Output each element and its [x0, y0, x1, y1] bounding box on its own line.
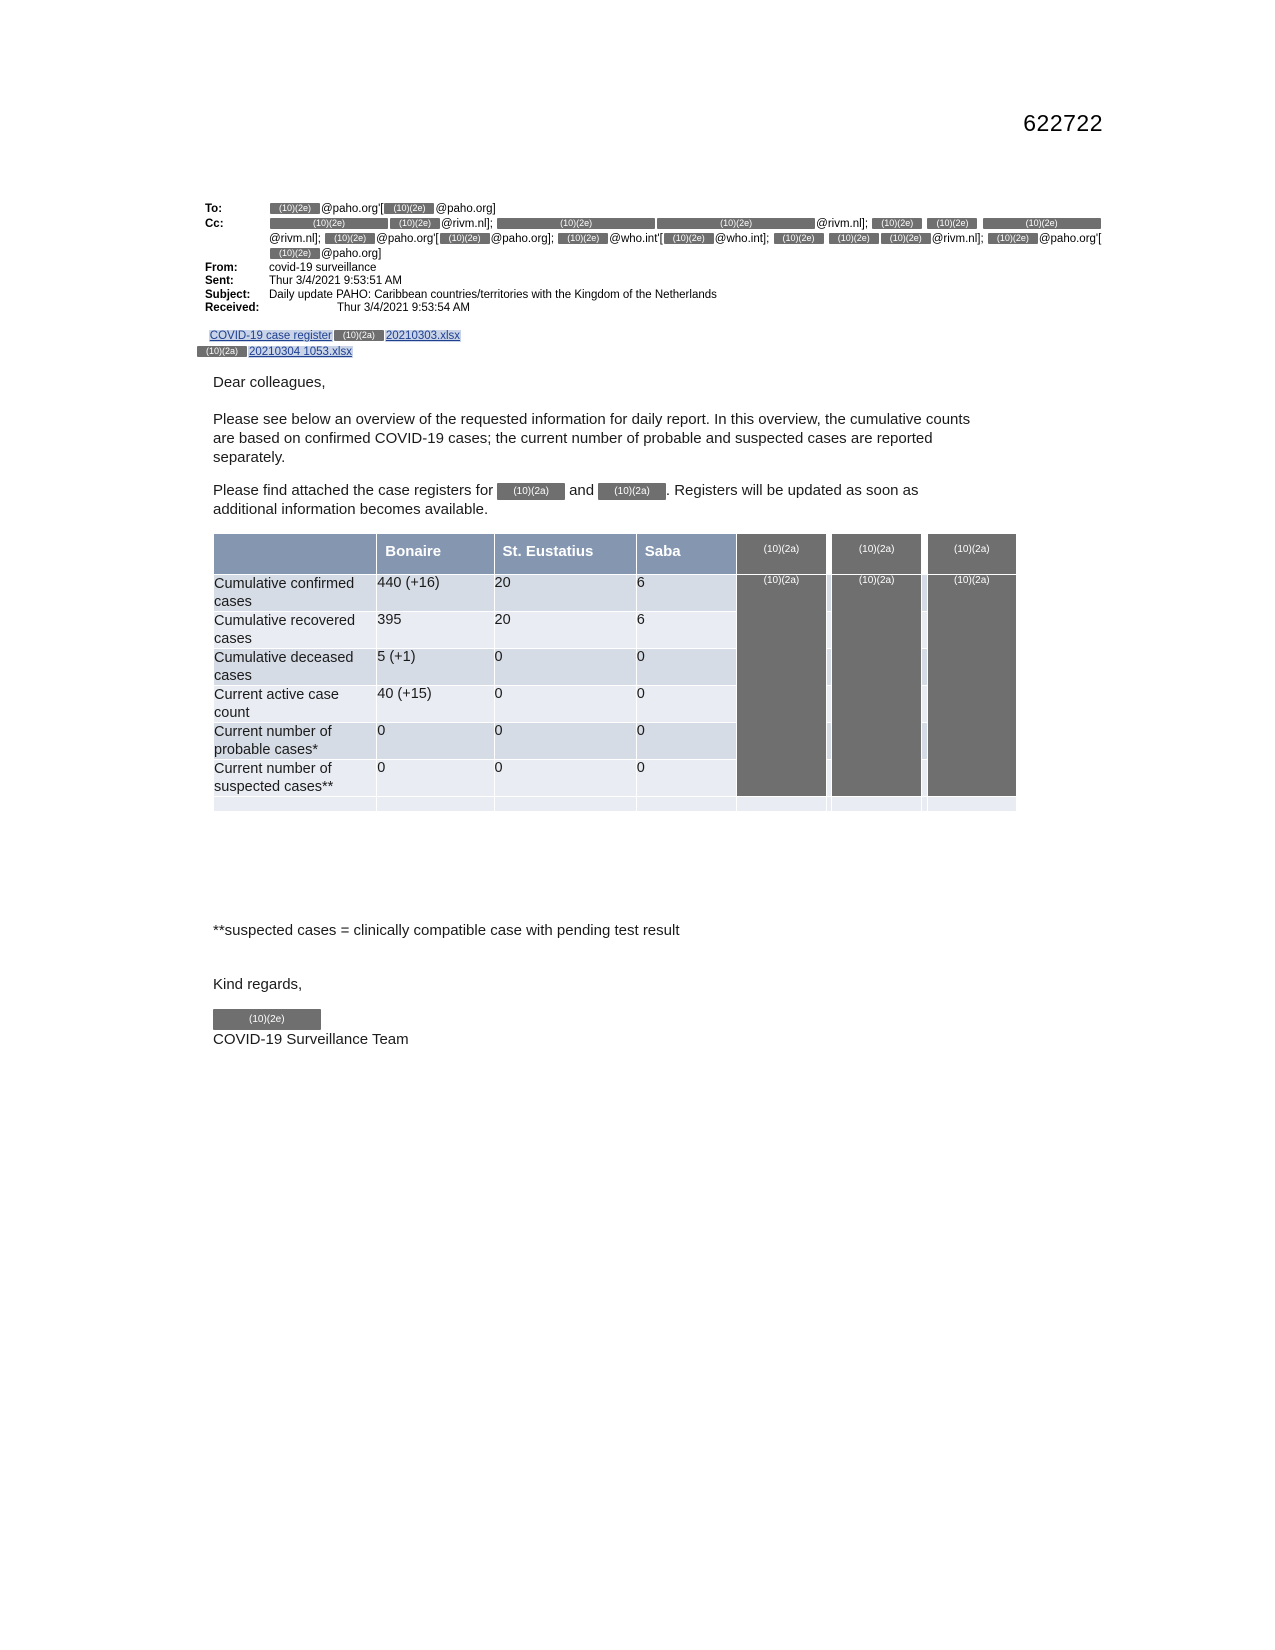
- redaction-token: (10)(2a): [858, 575, 895, 586]
- cell-saba-probable: 0: [636, 723, 737, 760]
- spacer-cell: [921, 612, 927, 649]
- email-to-domain-1: @paho.org'[: [321, 203, 384, 215]
- email-subject-row: [205, 289, 1105, 303]
- row-label-probable-cases: Current number of probable cases*: [214, 723, 377, 760]
- column-header-redacted-3: (10)(2a): [927, 534, 1016, 575]
- column-header-st-eustatius: St. Eustatius: [494, 534, 636, 575]
- cell-saba-confirmed: 6: [636, 575, 737, 612]
- attachment-link-1[interactable]: COVID-19 case register: [209, 330, 332, 342]
- redaction-token: (10)(2a): [334, 330, 384, 341]
- closing-text: Kind regards,: [213, 976, 303, 993]
- redaction-token: (10)(2a): [598, 483, 666, 500]
- email-sent-value: Thur 3/4/2021 9:53:51 AM: [269, 275, 402, 288]
- greeting-paragraph: Dear colleagues,: [213, 374, 326, 391]
- cell-steustatius-recovered: 20: [494, 612, 636, 649]
- redaction-token: (10)(2e): [270, 218, 388, 229]
- redaction-token: (10)(2a): [197, 346, 247, 357]
- column-header-saba: Saba: [636, 534, 737, 575]
- cell-steustatius-active: 0: [494, 686, 636, 723]
- email-from-row: [205, 262, 1105, 276]
- cell-steustatius-confirmed: 20: [494, 575, 636, 612]
- cc-domain-6: @who.int'[: [609, 232, 663, 245]
- redaction-token: (10)(2e): [213, 1009, 321, 1030]
- redacted-column-block-2: [832, 575, 921, 797]
- cc-domain-5: @paho.org];: [490, 232, 555, 245]
- signature-team: COVID-19 Surveillance Team: [213, 1031, 409, 1048]
- attachment-link-2[interactable]: 20210304 1053.xlsx: [249, 346, 352, 358]
- cell-steustatius-probable: 0: [494, 723, 636, 760]
- attachment-paragraph-post: . Registers will be updated as soon as additional information becomes available.: [213, 482, 919, 518]
- email-cc-value: [269, 217, 1105, 262]
- cell-bonaire-deceased: 5 (+1): [377, 649, 494, 686]
- spacer-cell: [826, 760, 832, 797]
- spacer-cell: [826, 723, 832, 760]
- attachment-paragraph-mid: and: [569, 482, 595, 499]
- redaction-token: (10)(2e): [872, 218, 922, 229]
- signature-redaction: [213, 1008, 973, 1030]
- row-label-cumulative-confirmed: Cumulative confirmed cases: [214, 575, 377, 612]
- cc-domain-8: @rivm.nl];: [931, 232, 984, 245]
- redaction-token: (10)(2e): [270, 248, 320, 259]
- email-subject-value: Daily update PAHO: Caribbean countries/territories with the Kingdom of the Netherlands: [269, 288, 717, 301]
- email-from-label: From:: [205, 261, 238, 274]
- email-cc-label: Cc:: [205, 217, 224, 230]
- redaction-token: (10)(2e): [558, 233, 608, 244]
- spacer-cell: [826, 686, 832, 723]
- email-received-value: Thur 3/4/2021 9:53:54 AM: [337, 302, 470, 315]
- email-sent-row: [205, 275, 1105, 289]
- redaction-token: (10)(2e): [497, 218, 655, 229]
- email-sent-label: Sent:: [205, 275, 234, 288]
- cc-domain-10: @paho.org]: [321, 247, 382, 260]
- email-from-value: covid-19 surveillance: [269, 261, 377, 274]
- cc-domain-7: @who.int];: [714, 232, 770, 245]
- cell-bonaire-recovered: 395: [377, 612, 494, 649]
- email-to-value: [269, 203, 1105, 217]
- row-label-active-cases: Current active case count: [214, 686, 377, 723]
- email-to-row: [205, 203, 1105, 217]
- column-header-redacted-2: (10)(2a): [832, 534, 921, 575]
- footnote-text: **suspected cases = clinically compatible case with pending test result: [213, 922, 680, 939]
- email-to-domain-2: @paho.org]: [435, 203, 496, 215]
- table-footer-strip: [214, 797, 1017, 812]
- column-header-bonaire: Bonaire: [377, 534, 494, 575]
- column-header-redacted-1: (10)(2a): [737, 534, 826, 575]
- email-received-row: [205, 302, 1105, 316]
- cell-bonaire-suspected: 0: [377, 760, 494, 797]
- cell-steustatius-deceased: 0: [494, 649, 636, 686]
- redaction-token: (10)(2e): [881, 233, 931, 244]
- table-corner-cell: [214, 534, 377, 575]
- cc-domain-4: @paho.org'[: [376, 232, 439, 245]
- email-header-block: [205, 203, 1105, 316]
- footer-cell: [636, 797, 737, 812]
- row-label-cumulative-recovered: Cumulative recovered cases: [214, 612, 377, 649]
- attachment-list: [196, 328, 461, 360]
- footer-cell: [927, 797, 1016, 812]
- bates-number: 622722: [1023, 110, 1103, 136]
- cell-saba-active: 0: [636, 686, 737, 723]
- attachment-paragraph: [213, 481, 973, 519]
- spacer-cell: [921, 686, 927, 723]
- spacer-cell: [921, 760, 927, 797]
- redaction-token: (10)(2e): [988, 233, 1038, 244]
- row-label-suspected-cases: Current number of suspected cases**: [214, 760, 377, 797]
- email-received-label: Received:: [205, 302, 260, 315]
- footer-cell: [737, 797, 826, 812]
- table-row: [214, 575, 1017, 612]
- cell-bonaire-confirmed: 440 (+16): [377, 575, 494, 612]
- attachment-link-1-date[interactable]: 20210303.xlsx: [385, 330, 461, 342]
- footer-cell: [214, 797, 377, 812]
- redacted-column-block-1: [737, 575, 826, 797]
- redaction-token: (10)(2e): [983, 218, 1101, 229]
- covid-summary-table: [213, 533, 1017, 812]
- row-label-cumulative-deceased: Cumulative deceased cases: [214, 649, 377, 686]
- redaction-token: (10)(2e): [384, 203, 434, 214]
- attachment-row-1: [196, 328, 461, 344]
- cc-domain-3: @rivm.nl];: [269, 232, 321, 245]
- redaction-token: (10)(2e): [927, 218, 977, 229]
- redaction-token: (10)(2a): [497, 483, 565, 500]
- spacer-cell: [826, 649, 832, 686]
- intro-paragraph: Please see below an overview of the requested information for daily report. In this overview, the cumulative counts are based on confirmed COVID-19 cases; the current number of probable and suspected cases are reported separately.: [213, 411, 971, 466]
- redaction-token: (10)(2e): [390, 218, 440, 229]
- redaction-token: (10)(2e): [325, 233, 375, 244]
- attachment-row-2: [196, 344, 461, 360]
- email-subject-label: Subject:: [205, 288, 251, 301]
- redaction-token: (10)(2e): [440, 233, 490, 244]
- cell-saba-recovered: 6: [636, 612, 737, 649]
- spacer-cell: [921, 723, 927, 760]
- redaction-token: (10)(2e): [657, 218, 815, 229]
- footer-cell: [832, 797, 921, 812]
- attachment-paragraph-pre: Please find attached the case registers for: [213, 482, 494, 499]
- redaction-token: (10)(2e): [664, 233, 714, 244]
- redaction-token: (10)(2e): [270, 203, 320, 214]
- footer-cell: [494, 797, 636, 812]
- email-to-label: To:: [205, 203, 223, 215]
- table-header-row: [214, 534, 1017, 575]
- cell-bonaire-active: 40 (+15): [377, 686, 494, 723]
- cc-domain-1: @rivm.nl];: [441, 217, 493, 230]
- redaction-token: (10)(2a): [763, 575, 800, 586]
- cell-saba-suspected: 0: [636, 760, 737, 797]
- email-cc-row: [205, 217, 1105, 262]
- redaction-token: (10)(2e): [774, 233, 824, 244]
- redacted-column-block-3: [927, 575, 1016, 797]
- spacer-cell: [826, 612, 832, 649]
- spacer-cell: [921, 649, 927, 686]
- cc-domain-2: @rivm.nl];: [816, 217, 869, 230]
- cc-domain-9: @paho.org'[: [1038, 232, 1102, 245]
- footer-cell: [377, 797, 494, 812]
- cell-saba-deceased: 0: [636, 649, 737, 686]
- redaction-token: (10)(2a): [954, 575, 990, 586]
- cell-steustatius-suspected: 0: [494, 760, 636, 797]
- redaction-token: (10)(2e): [829, 233, 879, 244]
- cell-bonaire-probable: 0: [377, 723, 494, 760]
